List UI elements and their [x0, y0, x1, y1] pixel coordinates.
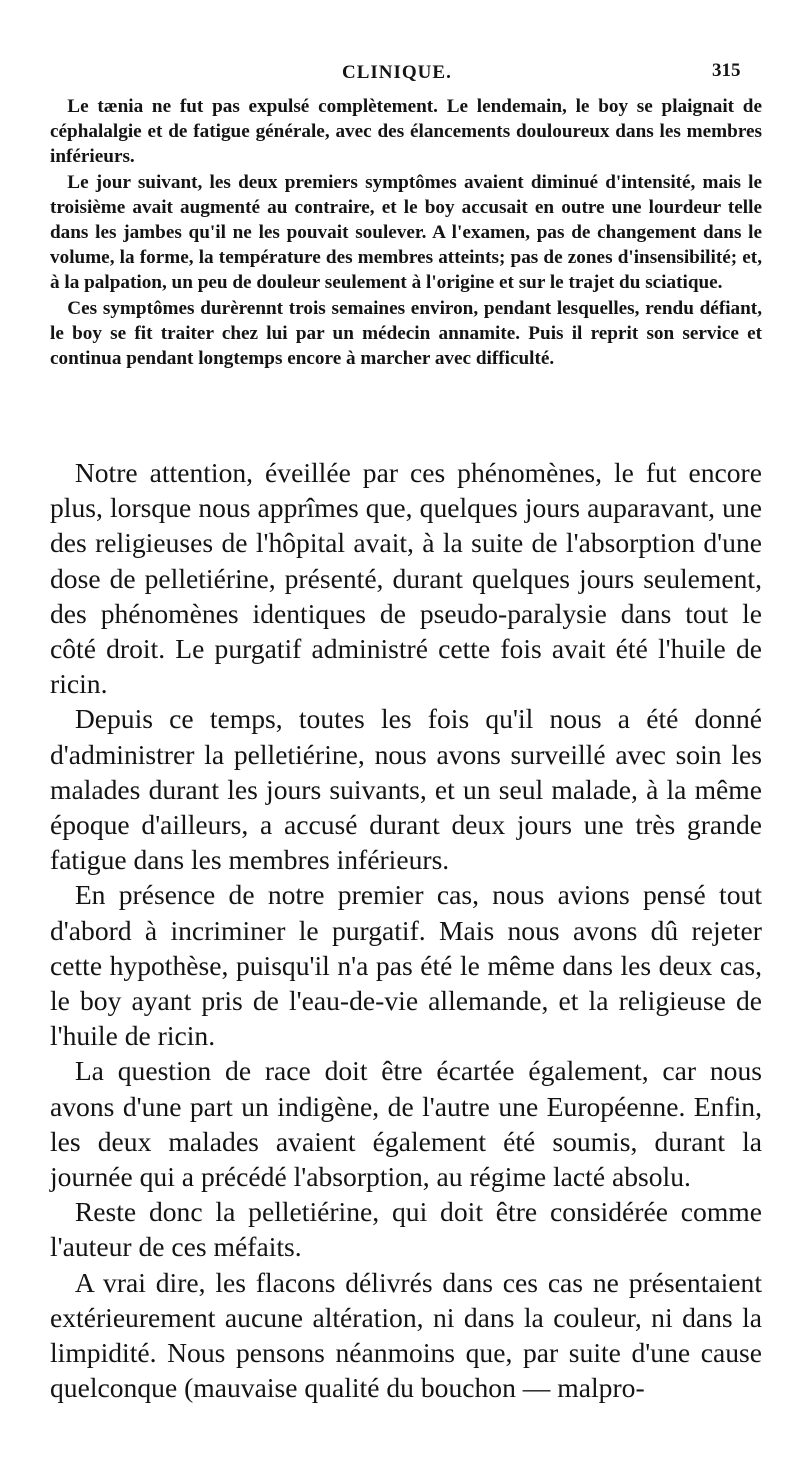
case-paragraph: Ces symptômes durèrennt trois semaines environ, pendant lesquelles, rendu défiant, le boy se fit traiter chez lui par un médecin annamite. Puis il reprit son service et continua pendant longtemps encore à marcher avec difficulté. [50, 297, 762, 370]
running-title: CLINIQUE. [342, 62, 452, 83]
page-number: 315 [712, 60, 741, 81]
body-paragraph: La question de race doit être écartée également, car nous avons d'une part un indigène, de l'autre une Européenne. Enfin, les deux malades avaient également été soumis, durant la journée qui a précédé l'absorption, au régime lacté absolu. [50, 1055, 762, 1193]
body-paragraph: Notre attention, éveillée par ces phénomènes, le fut encore plus, lorsque nous apprîmes que, quelques jours auparavant, une des religieuses de l'hôpital avait, à la suite de l'absorption d'une dose de pelletiérine, présenté, durant quelques jours seulement, des phénomènes identiques de pseudo-paralysie dans tout le côté droit. Le purgatif administré cette fois avait été l'huile de ricin. [50, 457, 762, 700]
case-report-block [50, 94, 762, 371]
body-paragraph: A vrai dire, les flacons délivrés dans ces cas ne présentaient extérieurement aucune altération, ni dans la couleur, ni dans la limpidité. Nous pensons néanmoins que, par suite d'une cause quelconque (mauvaise qualité du bouchon — malpro- [50, 1266, 762, 1404]
body-paragraph: En présence de notre premier cas, nous avions pensé tout d'abord à incriminer le purgatif. Mais nous avons dû rejeter cette hypothèse, puisqu'il n'a pas été le même dans les deux cas, le boy ayant pris de l'eau-de-vie allemande, et la religieuse de l'huile de ricin. [50, 879, 762, 1052]
body-paragraph: Depuis ce temps, toutes les fois qu'il nous a été donné d'administrer la pelletiérine, nous avons surveillé avec soin les malades durant les jours suivants, et un seul malade, à la même époque d'ailleurs, a accusé durant deux jours une très grande fatigue dans les membres inférieurs. [50, 703, 762, 876]
case-paragraph: Le jour suivant, les deux premiers symptômes avaient diminué d'intensité, mais le troisième avait augmenté au contraire, et le boy accusait en outre une lourdeur telle dans les jambes qu'il ne les pouvait soulever. A l'examen, pas de changement dans le volume, la forme, la température des membres atteints; pas de zones d'insensibilité; et, à la palpation, un peu de douleur seulement à l'origine et sur le trajet du sciatique. [50, 171, 762, 294]
main-text-block [50, 455, 762, 1405]
case-paragraph: Le tænia ne fut pas expulsé complètement. Le lendemain, le boy se plaignait de céphalalgie et de fatigue générale, avec des élancements douloureux dans les membres inférieurs. [50, 96, 762, 168]
body-paragraph: Reste donc la pelletiérine, qui doit être considérée comme l'auteur de ces méfaits. [50, 1196, 762, 1263]
page-header [0, 58, 800, 88]
